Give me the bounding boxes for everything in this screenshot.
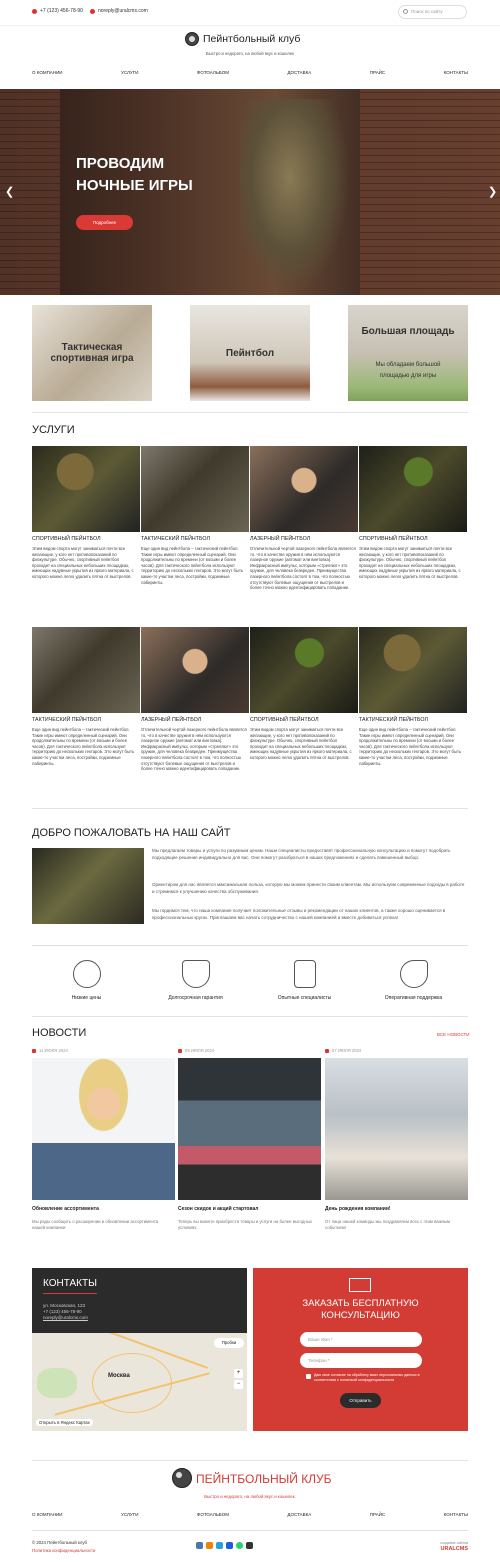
tile-title: Большая площадь: [361, 325, 455, 337]
zoom-in-button[interactable]: +: [234, 1369, 243, 1378]
nav-item[interactable]: ДОСТАВКА: [287, 70, 312, 75]
news-date: 11 ИЮЛЯ 2024: [32, 1048, 68, 1053]
mail-icon: [90, 9, 95, 14]
service-desc: Этим видом спорта могут заниматься почти все желающие, у кого нет противопоказаний по физкультуре. Обычно, спортивный пейнтбол проходит на специальных небольших площадках, имеющих надувные укрытия из яркого материала, с которого можно легко удалить пятна от выстрелов.: [32, 546, 134, 579]
footer-nav: [32, 1512, 468, 1517]
map-park: [37, 1368, 77, 1398]
service-image[interactable]: [32, 627, 140, 713]
news-desc: От лица нашей команды мы поздравляем всех с этим важным событием!: [325, 1219, 450, 1230]
welcome-text: Мы предлагаем товары и услуги по разумным ценам. Наши специалисты предоставят профессиональную консультацию и помогут подобрать подходящее решение индивидуально для вас. Они помогут разобраться в наших предложениях и сделать взвешенный выбор.: [152, 848, 451, 860]
open-yandex-link[interactable]: Открыть в Яндекс Картах: [36, 1419, 93, 1426]
footer-tagline: Быстро и недорого, на любой вкус и кошелек.: [204, 1494, 296, 1499]
service-title[interactable]: ТАКТИЧЕСКИЙ ПЕЙНТБОЛ: [141, 536, 210, 542]
service-card[interactable]: [250, 446, 358, 591]
social-links: [196, 1542, 253, 1549]
service-card[interactable]: [359, 627, 467, 766]
divider: [32, 1460, 468, 1461]
whatsapp-icon[interactable]: [236, 1542, 243, 1549]
service-image[interactable]: [141, 446, 249, 532]
news-image[interactable]: [325, 1058, 468, 1200]
phone-chat-icon: [400, 960, 428, 988]
service-image[interactable]: [359, 627, 467, 713]
divider: [32, 1530, 468, 1531]
header-email[interactable]: noreply@uralcms.com: [90, 8, 148, 14]
contacts-email[interactable]: noreply@uralcms.com: [43, 1315, 88, 1320]
service-image[interactable]: [359, 446, 467, 532]
map-traffic-button[interactable]: Пробки: [214, 1338, 244, 1348]
site-brand[interactable]: Пейнтбольный клуб: [203, 33, 301, 45]
news-title[interactable]: Сезон скидок и акций стартовал: [178, 1206, 259, 1212]
hero-slider: [0, 89, 500, 295]
footer-nav-item[interactable]: О КОМПАНИИ: [32, 1512, 63, 1517]
nav-item[interactable]: О КОМПАНИИ: [32, 70, 63, 75]
tile-title: Тактическая спортивная игра: [50, 342, 134, 364]
nav-item[interactable]: ПРАЙС: [369, 70, 386, 75]
privacy-link[interactable]: Политика конфиденциальности: [32, 1548, 96, 1553]
welcome-text: Мы гордимся тем, что наша компания получает положительные отзывы и рекомендации от наших клиентов, а также хорошо оценивается в профессиональных кругах. Приглашаем вас начать сотрудничество с нашей компанией и вместе добиваться успеха!: [152, 908, 446, 920]
search-icon: [403, 9, 408, 14]
promo-tile[interactable]: [190, 305, 310, 401]
divider: [32, 1016, 468, 1017]
other-social-icon[interactable]: [246, 1542, 253, 1549]
header-phone[interactable]: +7 (123) 456-78-90: [32, 8, 83, 14]
service-title[interactable]: ТАКТИЧЕСКИЙ ПЕЙНТБОЛ: [359, 717, 428, 723]
news-title[interactable]: Обновление ассортимента: [32, 1206, 99, 1212]
service-image[interactable]: [32, 446, 140, 532]
phone-icon: [32, 9, 37, 14]
contacts-phone[interactable]: +7 (123) 456-78-90: [43, 1309, 82, 1314]
footer-brand[interactable]: ПЕЙНТБОЛЬНЫЙ КЛУБ: [196, 1472, 332, 1486]
service-desc: Еще один вид пейнтбола – тактический пейнтбол. Такие игры имеют определенный сценарий. Они продолжительны по времени (от восьми и более часов). Для тактического пейнтбола используют территорию до нескольких гектаров. Это могут быть какие-то участки леса, постройки, подземные лабиринты.: [32, 727, 135, 766]
service-desc: Отличительной чертой лазерного пейнтбола является то, что в качестве оружия в нём используются лазерное оружие (автомат или винтовка). Инфракрасный импульс, которым «стреляют» это оружие, для человека безвреден. Преимущества лазерного пейнтбола состоят в том, что полностью отсутствуют болевые ощущения от выстрелов и более точно можно идентифицировать попадание.: [141, 727, 247, 772]
service-title[interactable]: ТАКТИЧЕСКИЙ ПЕЙНТБОЛ: [32, 717, 101, 723]
service-card[interactable]: [32, 446, 140, 580]
arrow-right-icon[interactable]: ❯: [488, 186, 498, 198]
coins-icon: [73, 960, 101, 988]
services-heading: УСЛУГИ: [32, 424, 75, 436]
service-title[interactable]: ЛАЗЕРНЫЙ ПЕЙНТБОЛ: [141, 717, 202, 723]
hero-image: [240, 99, 350, 295]
footer-nav-item[interactable]: ФОТОАЛЬБОМ: [196, 1512, 229, 1517]
hero-title: ПРОВОДИМ НОЧНЫЕ ИГРЫ: [76, 155, 193, 194]
all-news-link[interactable]: ВСЕ НОВОСТИ: [437, 1032, 470, 1037]
zoom-out-button[interactable]: −: [234, 1380, 243, 1389]
service-card[interactable]: [359, 446, 467, 580]
contacts-heading: КОНТАКТЫ: [43, 1278, 97, 1289]
welcome-heading: ДОБРО ПОЖАЛОВАТЬ НА НАШ САЙТ: [32, 827, 231, 839]
mail-icon: [349, 1278, 371, 1292]
certificate-icon: [294, 960, 316, 988]
promo-tile[interactable]: [32, 305, 152, 401]
calendar-icon: [325, 1049, 329, 1053]
feature-item: Оперативная поддержка: [359, 960, 468, 1001]
service-card[interactable]: [141, 446, 249, 585]
search-input[interactable]: Поиск по сайту: [398, 5, 467, 19]
news-image[interactable]: [32, 1058, 175, 1200]
news-desc: Мы рады сообщить о расширении и обновлении ассортимента нашей компании: [32, 1219, 159, 1230]
news-desc: Теперь вы можете приобрести товары и услуги на более выгодных условиях.: [178, 1219, 312, 1230]
name-field[interactable]: Ваше Имя *: [300, 1332, 422, 1347]
feature-item: Долгосрочная гарантия: [141, 960, 250, 1001]
tile-title: Пейнтбол: [225, 347, 275, 359]
service-desc: Еще один вид пейнтбола – тактический пейнтбол. Такие игры имеют определенный сценарий. Они продолжительны по времени (от восьми и более часов). Для тактического пейнтбола используют территорию до нескольких гектаров. Это могут быть какие-то участки леса, постройки, подземные лабиринты.: [141, 546, 244, 585]
consent-checkbox[interactable]: [306, 1374, 311, 1379]
service-card[interactable]: [141, 627, 249, 772]
service-image[interactable]: [250, 627, 358, 713]
ok-icon[interactable]: [206, 1542, 213, 1549]
contacts-address: ул. Московская, 123: [43, 1303, 85, 1308]
service-desc: Отличительной чертой лазерного пейнтбола является то, что в качестве оружия в нём используются лазерное оружие (автомат или винтовка). Инфракрасный импульс, которым «стреляют» это оружие, для человека безвреден. Преимущества лазерного пейнтбола состоят в том, что полностью отсутствуют болевые ощущения от выстрелов и более точно можно идентифицировать попадание.: [250, 546, 356, 591]
calendar-icon: [178, 1049, 182, 1053]
tile-subtitle: Мы обладаем большой площадью для игры: [375, 362, 441, 379]
telegram-icon[interactable]: [216, 1542, 223, 1549]
main-nav: [32, 70, 468, 75]
vk-icon[interactable]: [196, 1542, 203, 1549]
footer-nav-item[interactable]: ПРАЙС: [369, 1512, 386, 1517]
hero-bg: [360, 89, 500, 295]
calendar-icon: [32, 1049, 36, 1053]
promo-tile[interactable]: [348, 305, 468, 401]
divider: [32, 412, 468, 413]
footer-logo[interactable]: [172, 1468, 192, 1488]
divider: [32, 808, 468, 809]
map[interactable]: [32, 1333, 247, 1431]
shield-check-icon: [182, 960, 210, 988]
max-icon[interactable]: [226, 1542, 233, 1549]
service-image[interactable]: [250, 446, 358, 532]
submit-button[interactable]: Отправить: [340, 1393, 381, 1408]
divider: [0, 25, 500, 26]
divider: [43, 1293, 97, 1294]
logo[interactable]: [185, 32, 199, 46]
service-desc: Этим видом спорта могут заниматься почти все желающие, у кого нет противопоказаний по физкультуре. Обычно, спортивный пейнтбол проходит на специальных небольших площадках, имеющих надувные укрытия из яркого материала, с которого можно легко удалить пятна от выстрелов.: [359, 546, 461, 579]
made-by-label: создание сайтов: [440, 1541, 468, 1545]
news-image[interactable]: [178, 1058, 321, 1200]
service-title[interactable]: СПОРТИВНЫЙ ПЕЙНТБОЛ: [32, 536, 101, 542]
feature-item: Опытные специалисты: [250, 960, 359, 1001]
consult-title: ЗАКАЗАТЬ БЕСПЛАТНУЮ КОНСУЛЬТАЦИЮ: [302, 1298, 419, 1321]
phone-field[interactable]: Телефон *: [300, 1353, 422, 1368]
service-title[interactable]: СПОРТИВНЫЙ ПЕЙНТБОЛ: [250, 717, 319, 723]
service-title[interactable]: СПОРТИВНЫЙ ПЕЙНТБОЛ: [359, 536, 428, 542]
news-title[interactable]: День рождения компании!: [325, 1206, 391, 1212]
nav-item[interactable]: УСЛУГИ: [121, 70, 139, 75]
footer-nav-item[interactable]: КОНТАКТЫ: [443, 1512, 468, 1517]
top-bar: [0, 0, 500, 26]
news-heading: НОВОСТИ: [32, 1027, 87, 1039]
divider: [32, 945, 468, 946]
news-date: 07 ИЮЛЯ 2024: [325, 1048, 361, 1053]
copyright: © 2024 Пейнтбольный клуб: [32, 1540, 87, 1545]
service-card[interactable]: [250, 627, 358, 761]
contacts-panel: [32, 1268, 247, 1333]
service-desc: Этим видом спорта могут заниматься почти все желающие, у кого нет противопоказаний по физкультуре. Обычно, спортивный пейнтбол проходит на специальных небольших площадках, имеющих надувные укрытия из яркого материала, с которого можно легко удалить пятна от выстрелов.: [250, 727, 352, 760]
footer-nav-item[interactable]: УСЛУГИ: [121, 1512, 139, 1517]
footer-nav-item[interactable]: ДОСТАВКА: [287, 1512, 312, 1517]
service-desc: Еще один вид пейнтбола – тактический пейнтбол. Такие игры имеют определенный сценарий. Они продолжительны по времени (от восьми и более часов). Для тактического пейнтбола используют территорию до нескольких гектаров. Это могут быть какие-то участки леса, постройки, подземные лабиринты.: [359, 727, 462, 766]
nav-item[interactable]: КОНТАКТЫ: [443, 70, 468, 75]
hero-more-button[interactable]: Подробнее: [76, 215, 133, 230]
consult-form: [253, 1268, 468, 1431]
consent-text: Даю свое согласие на обработку моих персональных данных в соответствии с политикой конфиденциальности: [314, 1373, 420, 1382]
map-city-label: Москва: [108, 1373, 130, 1379]
welcome-text: Ориентиром для нас является максимальная польза, которую мы можем принести своим клиентам. Мы используем современные подходы в работе и стремимся к улучшению качества обслуживания.: [152, 882, 465, 894]
feature-item: Низкие цены: [32, 960, 141, 1001]
nav-item[interactable]: ФОТОАЛЬБОМ: [196, 70, 229, 75]
service-image[interactable]: [141, 627, 249, 713]
service-card[interactable]: [32, 627, 140, 766]
welcome-image: [32, 848, 144, 924]
map-ring-road: [92, 1353, 172, 1413]
news-date: 09 ИЮЛЯ 2024: [178, 1048, 214, 1053]
made-by-logo[interactable]: URALCMS: [440, 1546, 468, 1552]
site-tagline: Быстро и недорого, на любой вкус и кошелек: [205, 51, 295, 56]
arrow-left-icon[interactable]: ❮: [5, 186, 15, 198]
service-title[interactable]: ЛАЗЕРНЫЙ ПЕЙНТБОЛ: [250, 536, 311, 542]
